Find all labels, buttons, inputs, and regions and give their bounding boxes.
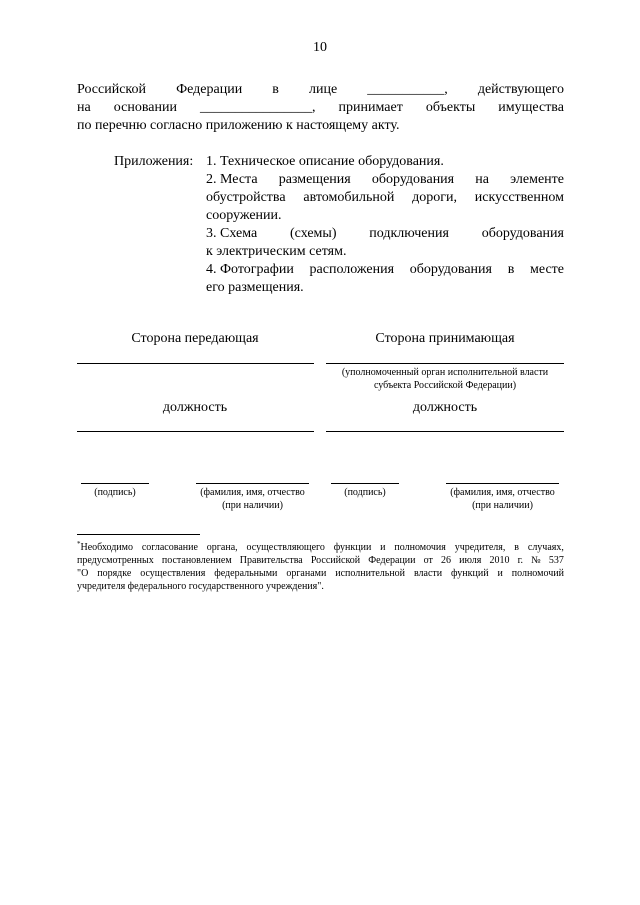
- right-position-line: [326, 431, 564, 432]
- name-label-line1: (фамилия, имя, отчество: [450, 487, 555, 498]
- attachment-item-1: [206, 153, 564, 171]
- word: основании: [113, 100, 177, 115]
- word: функции: [333, 542, 372, 553]
- word: обустройства: [206, 190, 286, 205]
- word: Федерации: [176, 82, 243, 97]
- word: учредителя,: [454, 542, 506, 553]
- left-name-line: [196, 483, 309, 484]
- word: месте: [530, 262, 564, 277]
- word: полномочий: [511, 568, 564, 579]
- word: в: [514, 542, 519, 553]
- word: исполнительной: [335, 568, 406, 579]
- right-position-label: должность: [412, 400, 478, 415]
- word: полномочия: [394, 542, 446, 553]
- word: федеральными: [214, 568, 278, 579]
- word: лице: [308, 82, 338, 97]
- footnote: [77, 541, 564, 593]
- word: Необходимо: [80, 542, 133, 553]
- word: 4. Фотографии: [206, 262, 294, 277]
- word: порядке: [97, 568, 132, 579]
- right-org-note: [320, 366, 570, 392]
- word: органами: [286, 568, 327, 579]
- word: размещения: [278, 172, 351, 187]
- word: действующего: [477, 82, 564, 97]
- footnote-first-word: [77, 541, 133, 554]
- right-name-label: [430, 486, 575, 512]
- page-number: 10: [313, 40, 327, 55]
- org-note-line2: субъекта Российской Федерации): [373, 380, 517, 391]
- word: в: [507, 262, 515, 277]
- word: Правительства: [239, 555, 303, 566]
- word: и: [380, 542, 386, 553]
- word: элементе: [510, 172, 564, 187]
- word: функций: [451, 568, 489, 579]
- left-signature-label: (подпись): [94, 487, 136, 498]
- text: по перечню согласно приложению к настоящему акту.: [77, 118, 400, 133]
- attachment-item-4: [206, 261, 564, 297]
- word: постановлением: [161, 555, 232, 566]
- word: случаях,: [527, 542, 564, 553]
- word: предусмотренных: [77, 555, 154, 566]
- text: 1. Техническое описание оборудования.: [206, 154, 444, 169]
- word: согласование: [141, 542, 198, 553]
- attachments-items: [206, 153, 564, 297]
- word: оборудования: [481, 226, 564, 241]
- right-org-line: [326, 363, 564, 364]
- word: сооружении.: [206, 208, 282, 223]
- word: Российской: [310, 555, 361, 566]
- left-position-label: должность: [162, 400, 228, 415]
- word: 537: [548, 555, 564, 566]
- word: на: [77, 100, 91, 115]
- right-signature-label: (подпись): [344, 487, 386, 498]
- text: к электрическим сетям.: [206, 244, 347, 259]
- word: имущества: [498, 100, 564, 115]
- word: искусственном: [474, 190, 564, 205]
- right-side-title: Сторона принимающая: [375, 331, 515, 346]
- name-label-line1: (фамилия, имя, отчество: [200, 487, 305, 498]
- intro-line-1: [77, 81, 564, 99]
- word: в: [272, 82, 279, 97]
- blank-field: ________________,: [199, 100, 316, 115]
- left-side-title: Сторона передающая: [131, 331, 259, 346]
- word: и: [497, 568, 503, 579]
- word: 2. Места: [206, 172, 258, 187]
- word: Федерации: [368, 555, 416, 566]
- word: оборудования: [409, 262, 492, 277]
- attachment-item-2: [206, 171, 564, 225]
- word: на: [475, 172, 489, 187]
- name-label-line2: (при наличии): [472, 500, 533, 511]
- word: №: [531, 555, 541, 566]
- org-note-line1: (уполномоченный орган исполнительной власти: [341, 367, 549, 378]
- text: учредителя федерального государственного учреждения".: [77, 581, 324, 592]
- footnote-separator: [77, 534, 200, 535]
- left-signature-line: [81, 483, 149, 484]
- word: осуществляющего: [246, 542, 325, 553]
- word: власти: [413, 568, 443, 579]
- word: органа,: [206, 542, 238, 553]
- left-position-line: [77, 431, 314, 432]
- word: 2010: [489, 555, 510, 566]
- word: Российской: [77, 82, 146, 97]
- left-org-line: [77, 363, 314, 364]
- word: автомобильной: [303, 190, 395, 205]
- word: расположения: [309, 262, 395, 277]
- word: 26: [441, 555, 452, 566]
- intro-paragraph: [77, 81, 564, 135]
- word: объекты: [425, 100, 476, 115]
- text: его размещения.: [206, 280, 304, 295]
- attachment-item-3: [206, 225, 564, 261]
- word: дороги,: [412, 190, 457, 205]
- intro-line-3: [77, 117, 564, 135]
- word: осуществления: [140, 568, 206, 579]
- word: "О: [77, 568, 89, 579]
- word: оборудования: [371, 172, 455, 187]
- word: июля: [459, 555, 482, 566]
- name-label-line2: (при наличии): [222, 500, 283, 511]
- word: г.: [517, 555, 524, 566]
- word: 3. Схема: [206, 226, 258, 241]
- word: (схемы): [290, 226, 337, 241]
- word: от: [423, 555, 433, 566]
- blank-field: ___________,: [367, 82, 448, 97]
- right-signature-line: [331, 483, 399, 484]
- left-name-label: [180, 486, 325, 512]
- footnote-marker: *: [77, 540, 81, 548]
- right-name-line: [446, 483, 559, 484]
- attachments-label: Приложения:: [114, 154, 194, 169]
- word: подключения: [369, 226, 449, 241]
- intro-line-2: [77, 99, 564, 117]
- word: принимает: [338, 100, 403, 115]
